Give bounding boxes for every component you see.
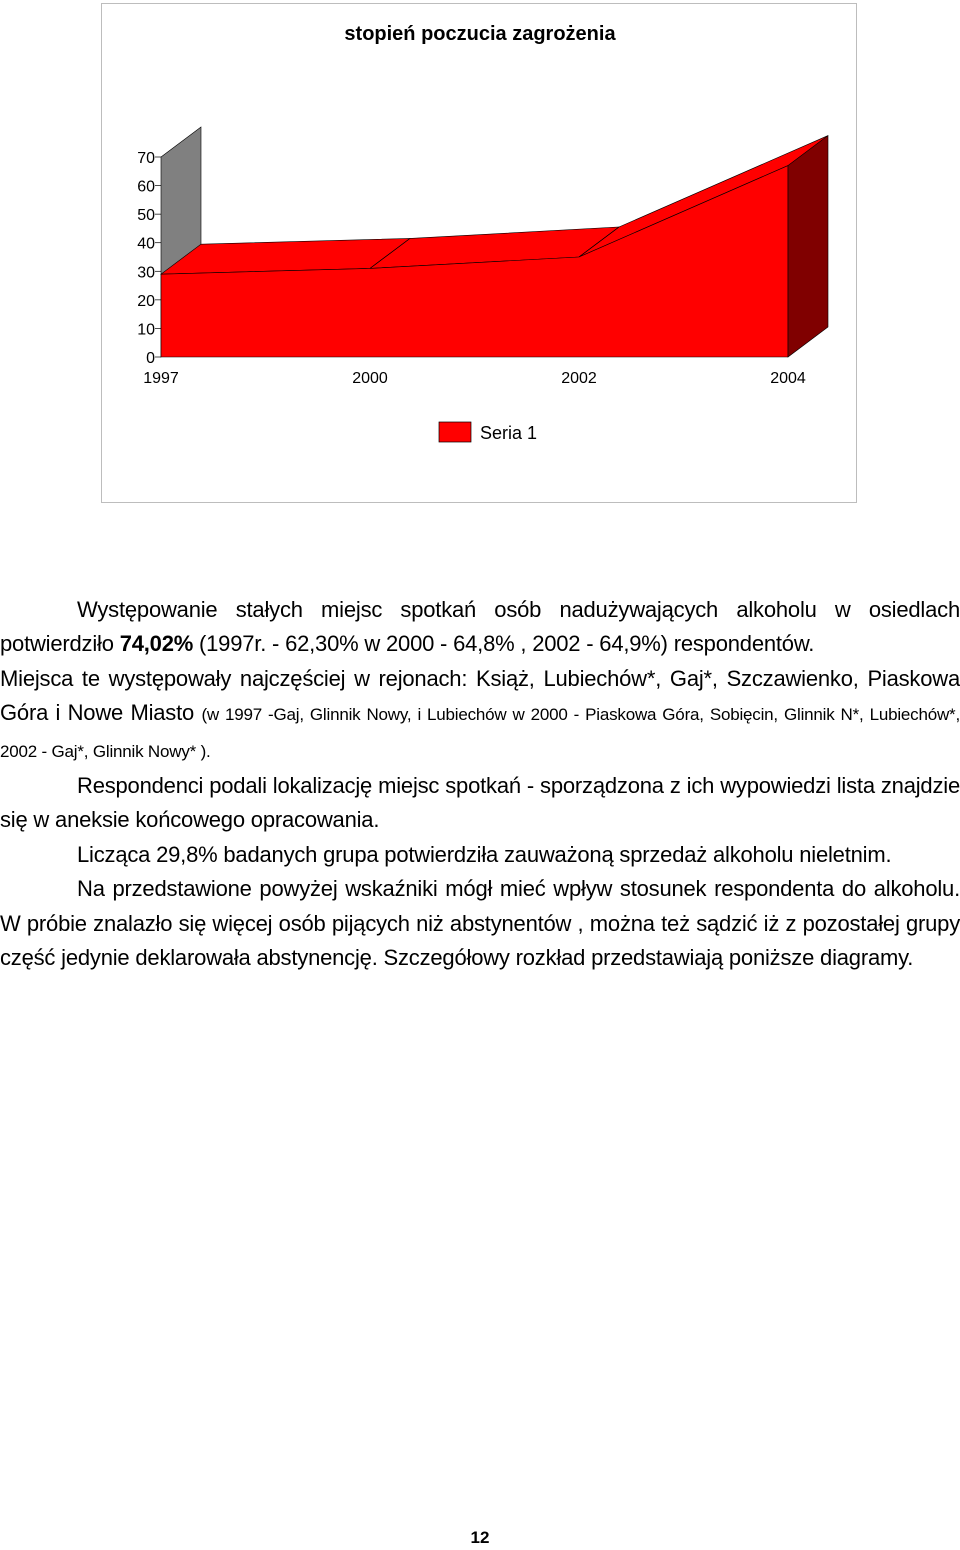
p2-text: Miejsca te występowały najczęściej w rejonach: Książ, Lubiechów*, Gaj*, Szczawienko, Piaskowa Góra i Nowe Miasto bbox=[0, 665, 960, 726]
y-tick-label: 10 bbox=[137, 321, 155, 339]
area-chart-3d bbox=[102, 4, 858, 504]
paragraph-4: Licząca 29,8% badanych grupa potwierdziła zauważoną sprzedaż alkoholu nieletnim. bbox=[77, 841, 892, 867]
plot-area bbox=[137, 127, 828, 387]
paragraph-1 bbox=[0, 593, 960, 662]
p2-small-text: (w 1997 -Gaj, Glinnik Nowy, i Lubiechów w 2000 - Piaskowa Góra, Sobięcin, Glinnik N*, Lubiechów*, 2002 - Gaj*, Glinnik Nowy* ). bbox=[0, 705, 960, 761]
chart-frame bbox=[101, 3, 857, 503]
p1-text: Występowanie stałych miejsc spotkań osób nadużywających alkoholu w osiedlach potwierdziło bbox=[0, 597, 960, 657]
x-tick-label: 1997 bbox=[143, 370, 179, 387]
paragraph-3: Respondenci podali lokalizację miejsc spotkań - sporządzona z ich wypowiedzi lista znajdzie się w aneksie końcowego opracowania. bbox=[0, 773, 960, 833]
x-tick-label: 2000 bbox=[352, 370, 388, 387]
y-tick-label: 50 bbox=[137, 207, 155, 225]
x-tick-label: 2004 bbox=[770, 370, 806, 387]
chart-title: stopień poczucia zagrożenia bbox=[344, 23, 616, 45]
paragraph-5: Na przedstawione powyżej wskaźniki mógł mieć wpływ stosunek respondenta do alkoholu. W próbie znalazło się więcej osób pijących niż abstynentów , można też sądzić iż z pozostałej grupy część jedynie deklarowała abstynencję. Szczegółowy rozkład przedstawiają poniższe diagramy. bbox=[0, 876, 960, 971]
body-text bbox=[0, 593, 960, 975]
y-tick-label: 60 bbox=[137, 178, 155, 196]
p1-highlight: 74,02% bbox=[119, 631, 194, 657]
legend-swatch bbox=[439, 422, 471, 442]
area-right-face bbox=[788, 136, 828, 357]
y-tick-label: 40 bbox=[137, 235, 155, 253]
y-tick-label: 30 bbox=[137, 264, 155, 282]
p1-text-rest: (1997r. - 62,30% w 2000 - 64,8% , 2002 - 64,9%) respondentów. bbox=[193, 631, 815, 657]
page-number: 12 bbox=[470, 1528, 490, 1547]
y-tick-label: 20 bbox=[137, 292, 155, 310]
legend-label: Seria 1 bbox=[480, 423, 538, 443]
y-tick-label: 0 bbox=[146, 350, 155, 367]
paragraph-2 bbox=[0, 662, 960, 769]
legend bbox=[439, 422, 537, 443]
x-tick-label: 2002 bbox=[561, 370, 597, 387]
y-tick-label: 70 bbox=[137, 150, 155, 167]
